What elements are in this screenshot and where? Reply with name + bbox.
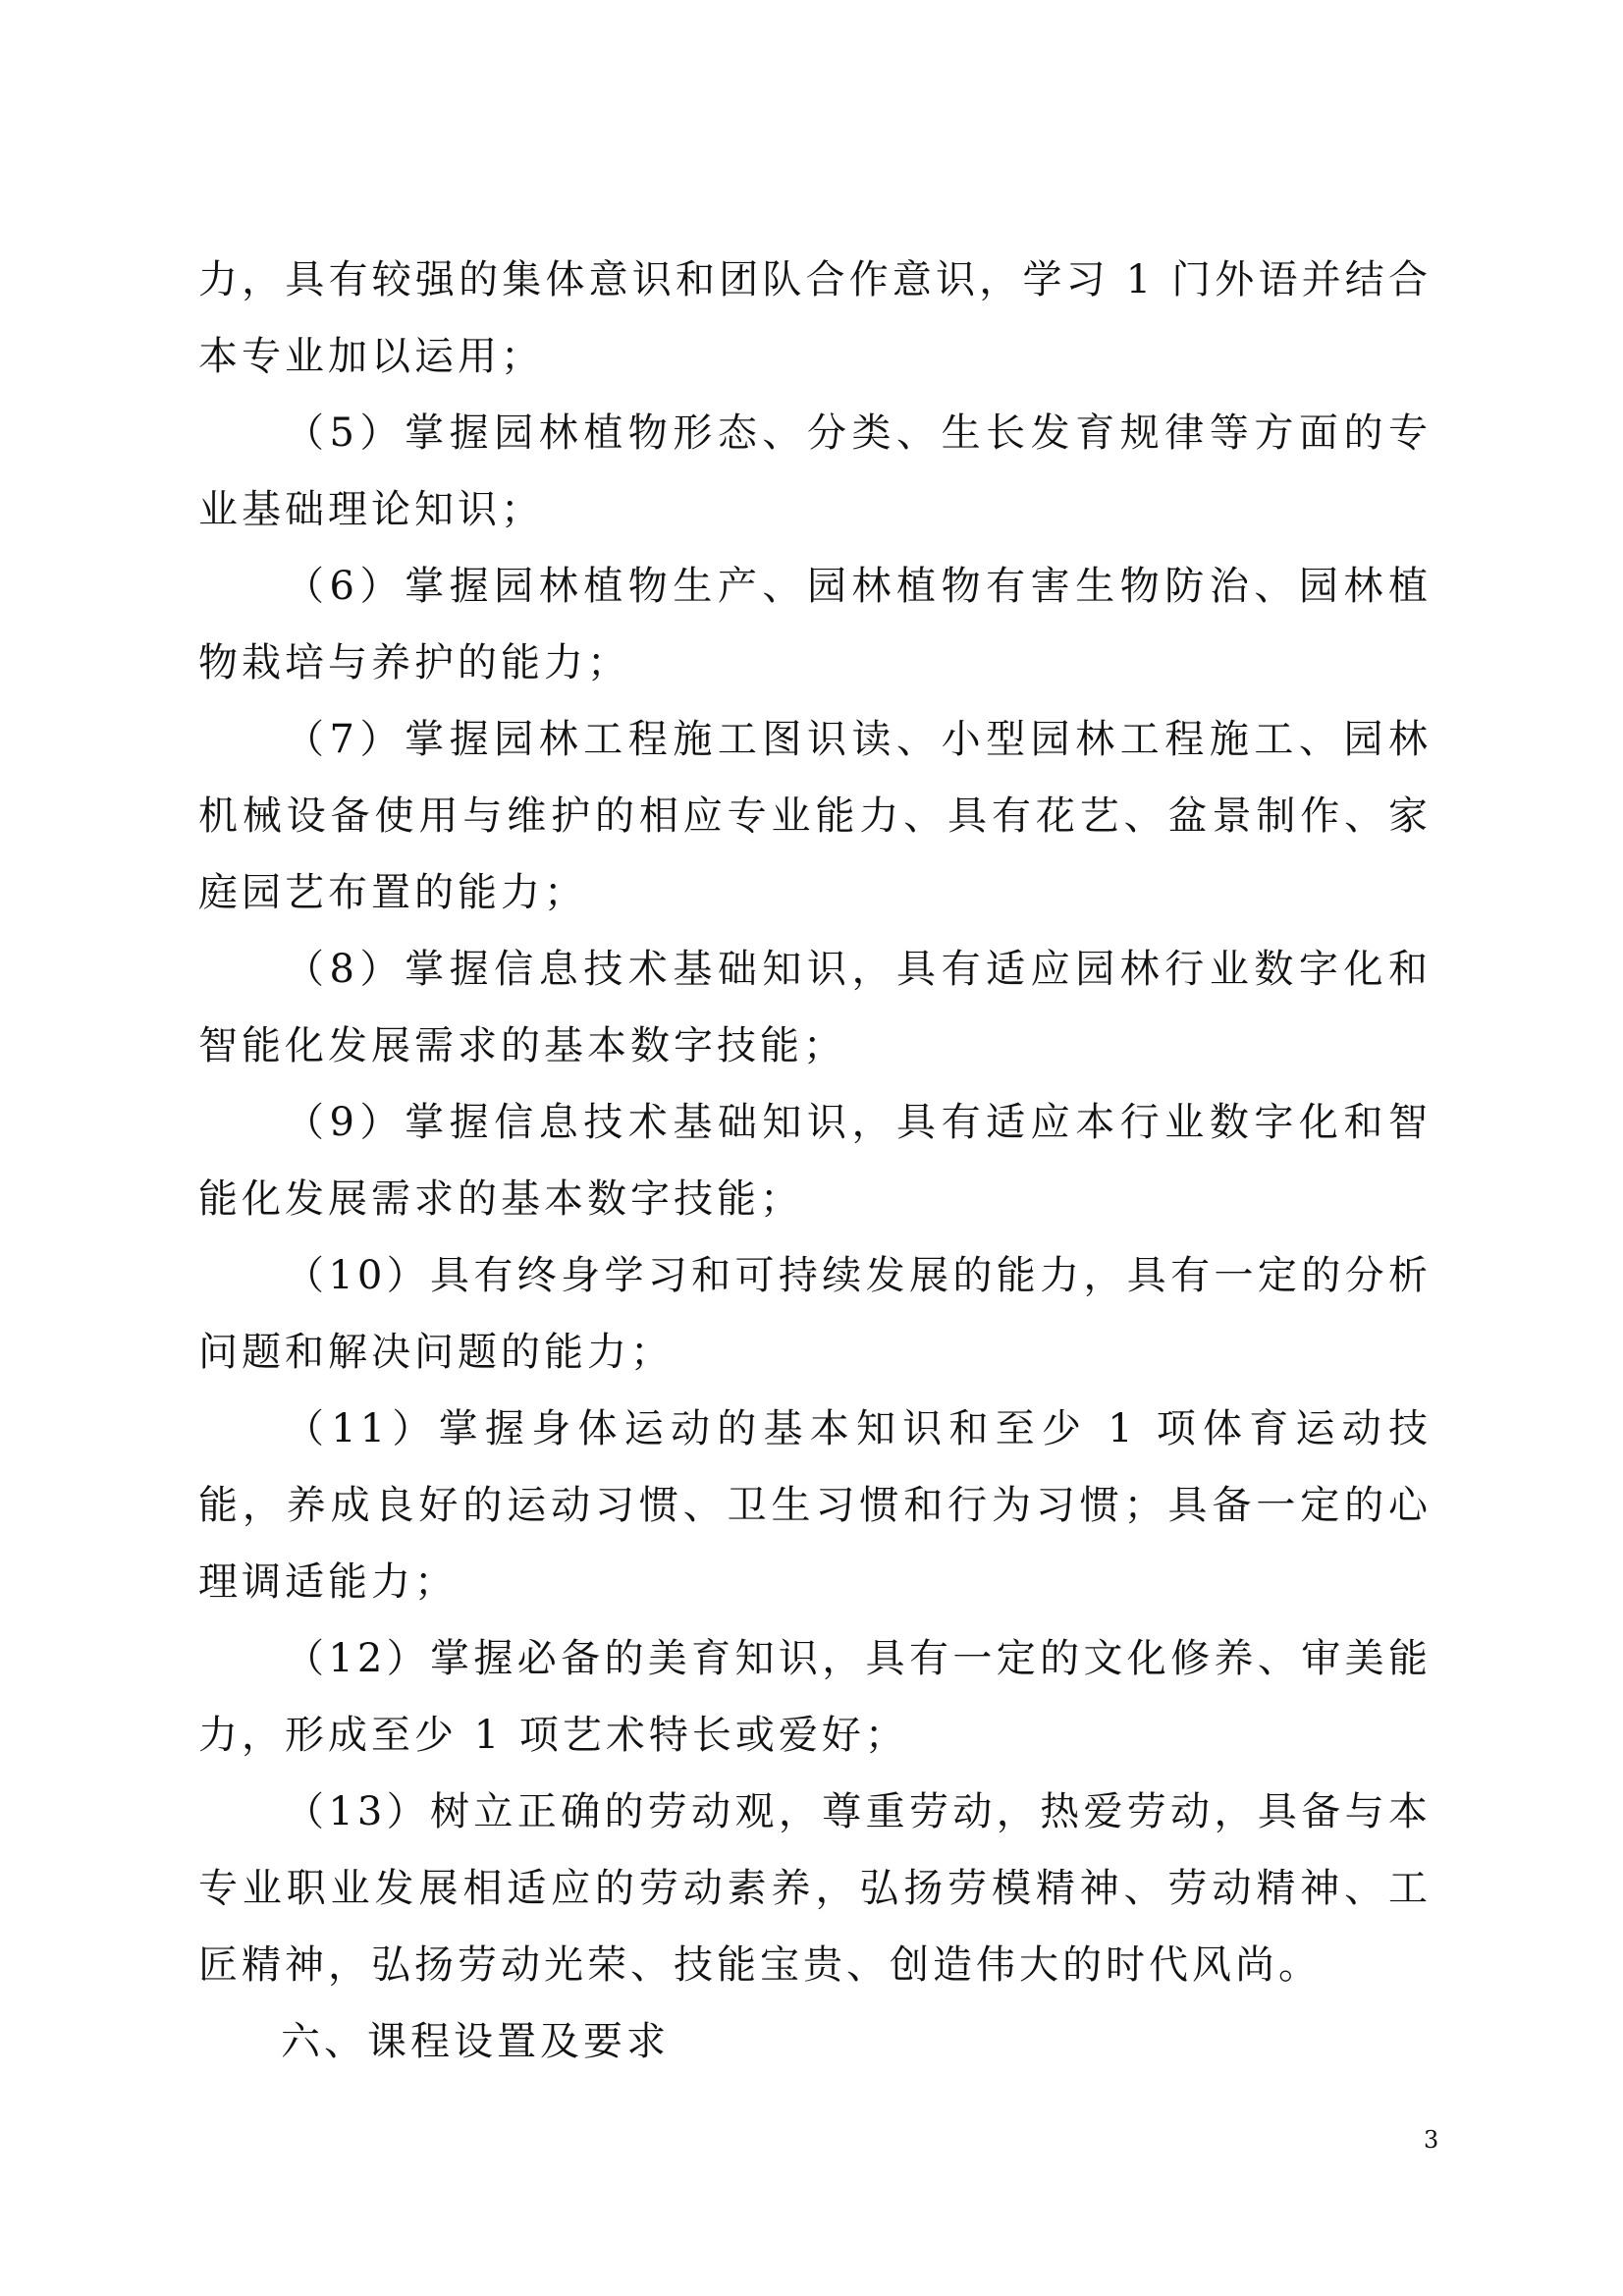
list-item-11: （11）掌握身体运动的基本知识和至少 1 项体育运动技能，养成良好的运动习惯、卫生习惯和行为习惯；具备一定的心理调适能力； [198,1406,1432,1605]
list-item-13: （13）树立正确的劳动观，尊重劳动，热爱劳动，具备与本专业职业发展相适应的劳动素养，弘扬劳模精神、劳动精神、工匠精神，弘扬劳动光荣、技能宝贵、创造伟大的时代风尚。 [198,1789,1432,1988]
page-number: 3 [1424,2126,1439,2154]
list-item-8: （8）掌握信息技术基础知识，具有适应园林行业数字化和智能化发展需求的基本数字技能； [198,947,1432,1068]
paragraph-continuation: 力，具有较强的集体意识和团队合作意识，学习 1 门外语并结合本专业加以运用； [198,257,1432,379]
list-item-6: （6）掌握园林植物生产、园林植物有害生物防治、园林植物栽培与养护的能力； [198,564,1432,685]
document-body [198,242,1432,2080]
section-heading: 六、课程设置及要求 [281,2019,670,2064]
list-item-12: （12）掌握必备的美育知识，具有一定的文化修养、审美能力，形成至少 1 项艺术特长或爱好； [198,1636,1432,1758]
list-item-5: （5）掌握园林植物形态、分类、生长发育规律等方面的专业基础理论知识； [198,410,1432,532]
list-item-7: （7）掌握园林工程施工图识读、小型园林工程施工、园林机械设备使用与维护的相应专业能力、具有花艺、盆景制作、家庭园艺布置的能力； [198,717,1432,915]
list-item-9: （9）掌握信息技术基础知识，具有适应本行业数字化和智能化发展需求的基本数字技能； [198,1100,1432,1222]
list-item-10: （10）具有终身学习和可持续发展的能力，具有一定的分析问题和解决问题的能力； [198,1253,1432,1375]
